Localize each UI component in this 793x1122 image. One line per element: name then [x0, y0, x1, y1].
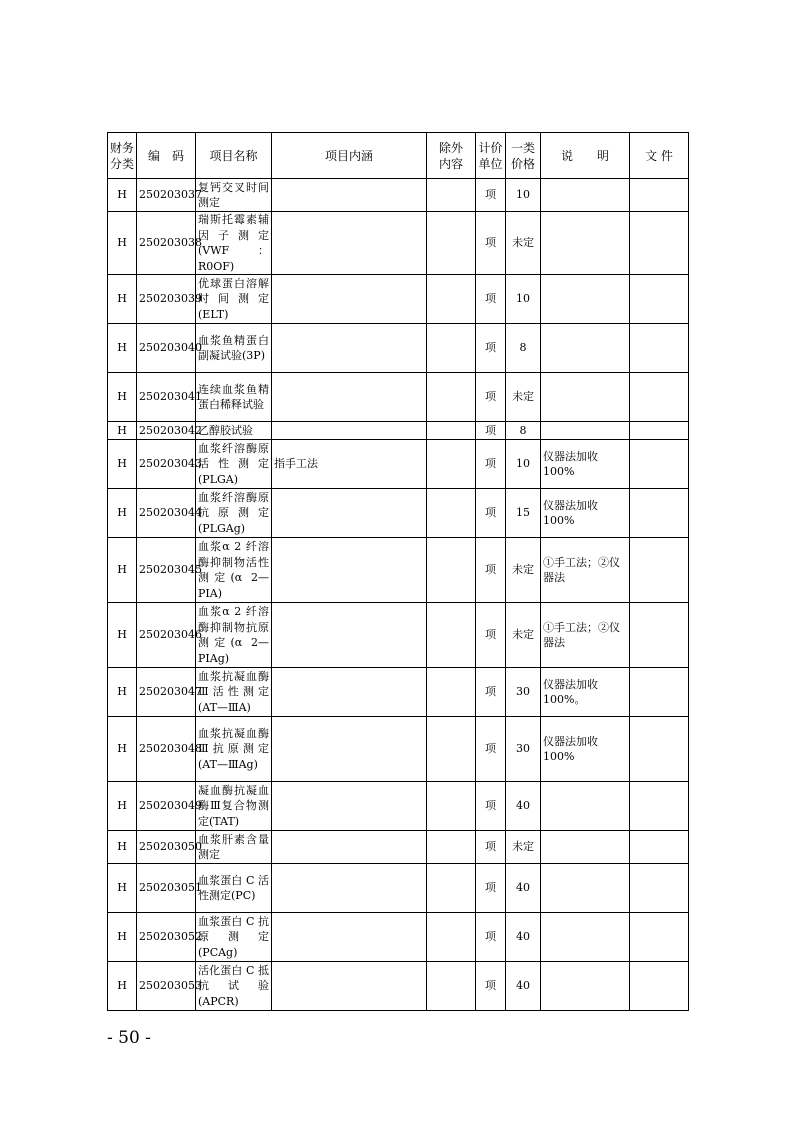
table-row — [108, 913, 689, 962]
cell-file — [630, 212, 689, 275]
cell-desc: 仪器法加收 100%。 — [541, 668, 630, 717]
cell-price: 8 — [506, 422, 541, 440]
cell-desc: ①手工法；②仪器法 — [541, 538, 630, 603]
cell-content — [272, 668, 427, 717]
cell-content — [272, 489, 427, 538]
cell-unit: 项 — [476, 440, 506, 489]
cell-cat: H — [108, 603, 137, 668]
cell-code: 250203050 — [137, 831, 196, 864]
cell-price: 40 — [506, 782, 541, 831]
cell-name: 连续血浆鱼精蛋白稀释试验 — [196, 373, 272, 422]
cell-cat: H — [108, 864, 137, 913]
cell-price: 10 — [506, 179, 541, 212]
table-row — [108, 864, 689, 913]
cell-content — [272, 373, 427, 422]
cell-name: 乙醇胶试验 — [196, 422, 272, 440]
cell-content — [272, 324, 427, 373]
cell-code: 250203052 — [137, 913, 196, 962]
cell-file — [630, 864, 689, 913]
cell-cat: H — [108, 668, 137, 717]
cell-file — [630, 373, 689, 422]
cell-cat: H — [108, 422, 137, 440]
cell-code: 250203043 — [137, 440, 196, 489]
cell-code: 250203037 — [137, 179, 196, 212]
cell-price: 8 — [506, 324, 541, 373]
table-header-row — [108, 133, 689, 179]
cell-excluded — [427, 440, 476, 489]
cell-unit: 项 — [476, 913, 506, 962]
cell-content — [272, 831, 427, 864]
cell-unit: 项 — [476, 373, 506, 422]
cell-price: 30 — [506, 668, 541, 717]
table-row — [108, 962, 689, 1011]
cell-file — [630, 831, 689, 864]
cell-content — [272, 538, 427, 603]
page-number: - 50 - — [107, 1028, 151, 1048]
cell-price: 10 — [506, 440, 541, 489]
cell-file — [630, 668, 689, 717]
cell-desc — [541, 831, 630, 864]
cell-file — [630, 422, 689, 440]
cell-code: 250203051 — [137, 864, 196, 913]
cell-content — [272, 603, 427, 668]
cell-excluded — [427, 324, 476, 373]
table-row — [108, 179, 689, 212]
cell-name: 血浆α 2 纤溶酶抑制物活性测定(α 2—PIA) — [196, 538, 272, 603]
table-row — [108, 373, 689, 422]
header-unit: 计价 单位 — [476, 133, 506, 179]
cell-price: 15 — [506, 489, 541, 538]
cell-name: 血浆鱼精蛋白副凝试验(3P) — [196, 324, 272, 373]
cell-excluded — [427, 373, 476, 422]
cell-desc: 仪器法加收 100% — [541, 440, 630, 489]
cell-price: 未定 — [506, 603, 541, 668]
header-code: 编 码 — [137, 133, 196, 179]
cell-price: 40 — [506, 864, 541, 913]
cell-unit: 项 — [476, 603, 506, 668]
cell-code: 250203044 — [137, 489, 196, 538]
cell-unit: 项 — [476, 212, 506, 275]
cell-code: 250203048 — [137, 717, 196, 782]
cell-name: 血浆抗凝血酶Ⅲ活性测定(AT—ⅢA) — [196, 668, 272, 717]
cell-price: 40 — [506, 913, 541, 962]
cell-cat: H — [108, 717, 137, 782]
cell-content — [272, 212, 427, 275]
cell-code: 250203038 — [137, 212, 196, 275]
cell-desc — [541, 179, 630, 212]
cell-unit: 项 — [476, 422, 506, 440]
cell-content — [272, 717, 427, 782]
cell-price: 未定 — [506, 538, 541, 603]
header-price: 一类 价格 — [506, 133, 541, 179]
cell-content — [272, 962, 427, 1011]
table-row — [108, 422, 689, 440]
header-content: 项目内涵 — [272, 133, 427, 179]
cell-cat: H — [108, 179, 137, 212]
cell-excluded — [427, 962, 476, 1011]
cell-cat: H — [108, 489, 137, 538]
cell-desc — [541, 962, 630, 1011]
cell-desc — [541, 422, 630, 440]
cell-unit: 项 — [476, 275, 506, 324]
table-row — [108, 489, 689, 538]
table-row — [108, 440, 689, 489]
cell-name: 血浆蛋白 C 抗原测定(PCAg) — [196, 913, 272, 962]
cell-cat: H — [108, 831, 137, 864]
cell-excluded — [427, 913, 476, 962]
cell-name: 活化蛋白 C 抵抗试验(APCR) — [196, 962, 272, 1011]
cell-file — [630, 603, 689, 668]
cell-content — [272, 864, 427, 913]
cell-excluded — [427, 782, 476, 831]
cell-code: 250203042 — [137, 422, 196, 440]
cell-excluded — [427, 603, 476, 668]
cell-cat: H — [108, 538, 137, 603]
cell-code: 250203039 — [137, 275, 196, 324]
cell-unit: 项 — [476, 864, 506, 913]
cell-name: 血浆蛋白 C 活性测定(PC) — [196, 864, 272, 913]
cell-cat: H — [108, 440, 137, 489]
table-row — [108, 212, 689, 275]
cell-excluded — [427, 717, 476, 782]
table-row — [108, 831, 689, 864]
table-row — [108, 782, 689, 831]
cell-unit: 项 — [476, 668, 506, 717]
table-row — [108, 603, 689, 668]
cell-excluded — [427, 422, 476, 440]
cell-desc — [541, 373, 630, 422]
cell-desc — [541, 324, 630, 373]
cell-code: 250203045 — [137, 538, 196, 603]
cell-cat: H — [108, 373, 137, 422]
header-description: 说 明 — [541, 133, 630, 179]
cell-file — [630, 324, 689, 373]
cell-cat: H — [108, 962, 137, 1011]
cell-excluded — [427, 831, 476, 864]
cell-desc — [541, 864, 630, 913]
cell-unit: 项 — [476, 831, 506, 864]
table-row — [108, 717, 689, 782]
cell-price: 未定 — [506, 373, 541, 422]
cell-excluded — [427, 668, 476, 717]
header-excluded: 除外 内容 — [427, 133, 476, 179]
cell-content — [272, 179, 427, 212]
cell-content — [272, 913, 427, 962]
header-file: 文 件 — [630, 133, 689, 179]
cell-desc — [541, 275, 630, 324]
table-row — [108, 275, 689, 324]
cell-code: 250203040 — [137, 324, 196, 373]
cell-unit: 项 — [476, 179, 506, 212]
cell-price: 40 — [506, 962, 541, 1011]
cell-name: 血浆抗凝血酶Ⅲ抗原测定(AT—ⅢAg) — [196, 717, 272, 782]
cell-excluded — [427, 864, 476, 913]
cell-content — [272, 782, 427, 831]
cell-cat: H — [108, 275, 137, 324]
table-row — [108, 324, 689, 373]
cell-name: 血浆纤溶酶原抗原测定(PLGAg) — [196, 489, 272, 538]
cell-price: 未定 — [506, 831, 541, 864]
table-row — [108, 538, 689, 603]
cell-file — [630, 962, 689, 1011]
cell-content: 指手工法 — [272, 440, 427, 489]
cell-file — [630, 179, 689, 212]
cell-unit: 项 — [476, 324, 506, 373]
cell-cat: H — [108, 212, 137, 275]
cell-name: 血浆纤溶酶原活性测定(PLGA) — [196, 440, 272, 489]
cell-file — [630, 538, 689, 603]
header-category: 财务 分类 — [108, 133, 137, 179]
cell-unit: 项 — [476, 717, 506, 782]
cell-price: 10 — [506, 275, 541, 324]
cell-code: 250203041 — [137, 373, 196, 422]
cell-excluded — [427, 212, 476, 275]
cell-code: 250203053 — [137, 962, 196, 1011]
cell-content — [272, 422, 427, 440]
cell-name: 血浆α 2 纤溶酶抑制物抗原测定(α 2—PIAg) — [196, 603, 272, 668]
cell-unit: 项 — [476, 962, 506, 1011]
cell-excluded — [427, 489, 476, 538]
cell-excluded — [427, 275, 476, 324]
cell-desc: 仪器法加收 100% — [541, 717, 630, 782]
cell-name: 复钙交叉时间测定 — [196, 179, 272, 212]
cell-desc — [541, 782, 630, 831]
cell-desc — [541, 212, 630, 275]
cell-desc — [541, 913, 630, 962]
cell-file — [630, 489, 689, 538]
cell-excluded — [427, 179, 476, 212]
cell-excluded — [427, 538, 476, 603]
cell-desc: ①手工法；②仪器法 — [541, 603, 630, 668]
cell-file — [630, 782, 689, 831]
cell-cat: H — [108, 913, 137, 962]
cell-file — [630, 275, 689, 324]
cell-code: 250203049 — [137, 782, 196, 831]
cell-price: 30 — [506, 717, 541, 782]
cell-file — [630, 913, 689, 962]
cell-unit: 项 — [476, 782, 506, 831]
cell-desc: 仪器法加收 100% — [541, 489, 630, 538]
price-table — [107, 132, 689, 1011]
cell-name: 优球蛋白溶解时间测定(ELT) — [196, 275, 272, 324]
cell-unit: 项 — [476, 538, 506, 603]
cell-code: 250203047 — [137, 668, 196, 717]
cell-name: 血浆肝素含量测定 — [196, 831, 272, 864]
cell-name: 瑞斯托霉素辅因子测定(VWF：R0OF) — [196, 212, 272, 275]
cell-code: 250203046 — [137, 603, 196, 668]
cell-content — [272, 275, 427, 324]
cell-unit: 项 — [476, 489, 506, 538]
cell-price: 未定 — [506, 212, 541, 275]
cell-file — [630, 717, 689, 782]
cell-file — [630, 440, 689, 489]
cell-name: 凝血酶抗凝血酶Ⅲ复合物测定(TAT) — [196, 782, 272, 831]
header-name: 项目名称 — [196, 133, 272, 179]
cell-cat: H — [108, 782, 137, 831]
cell-cat: H — [108, 324, 137, 373]
table-row — [108, 668, 689, 717]
